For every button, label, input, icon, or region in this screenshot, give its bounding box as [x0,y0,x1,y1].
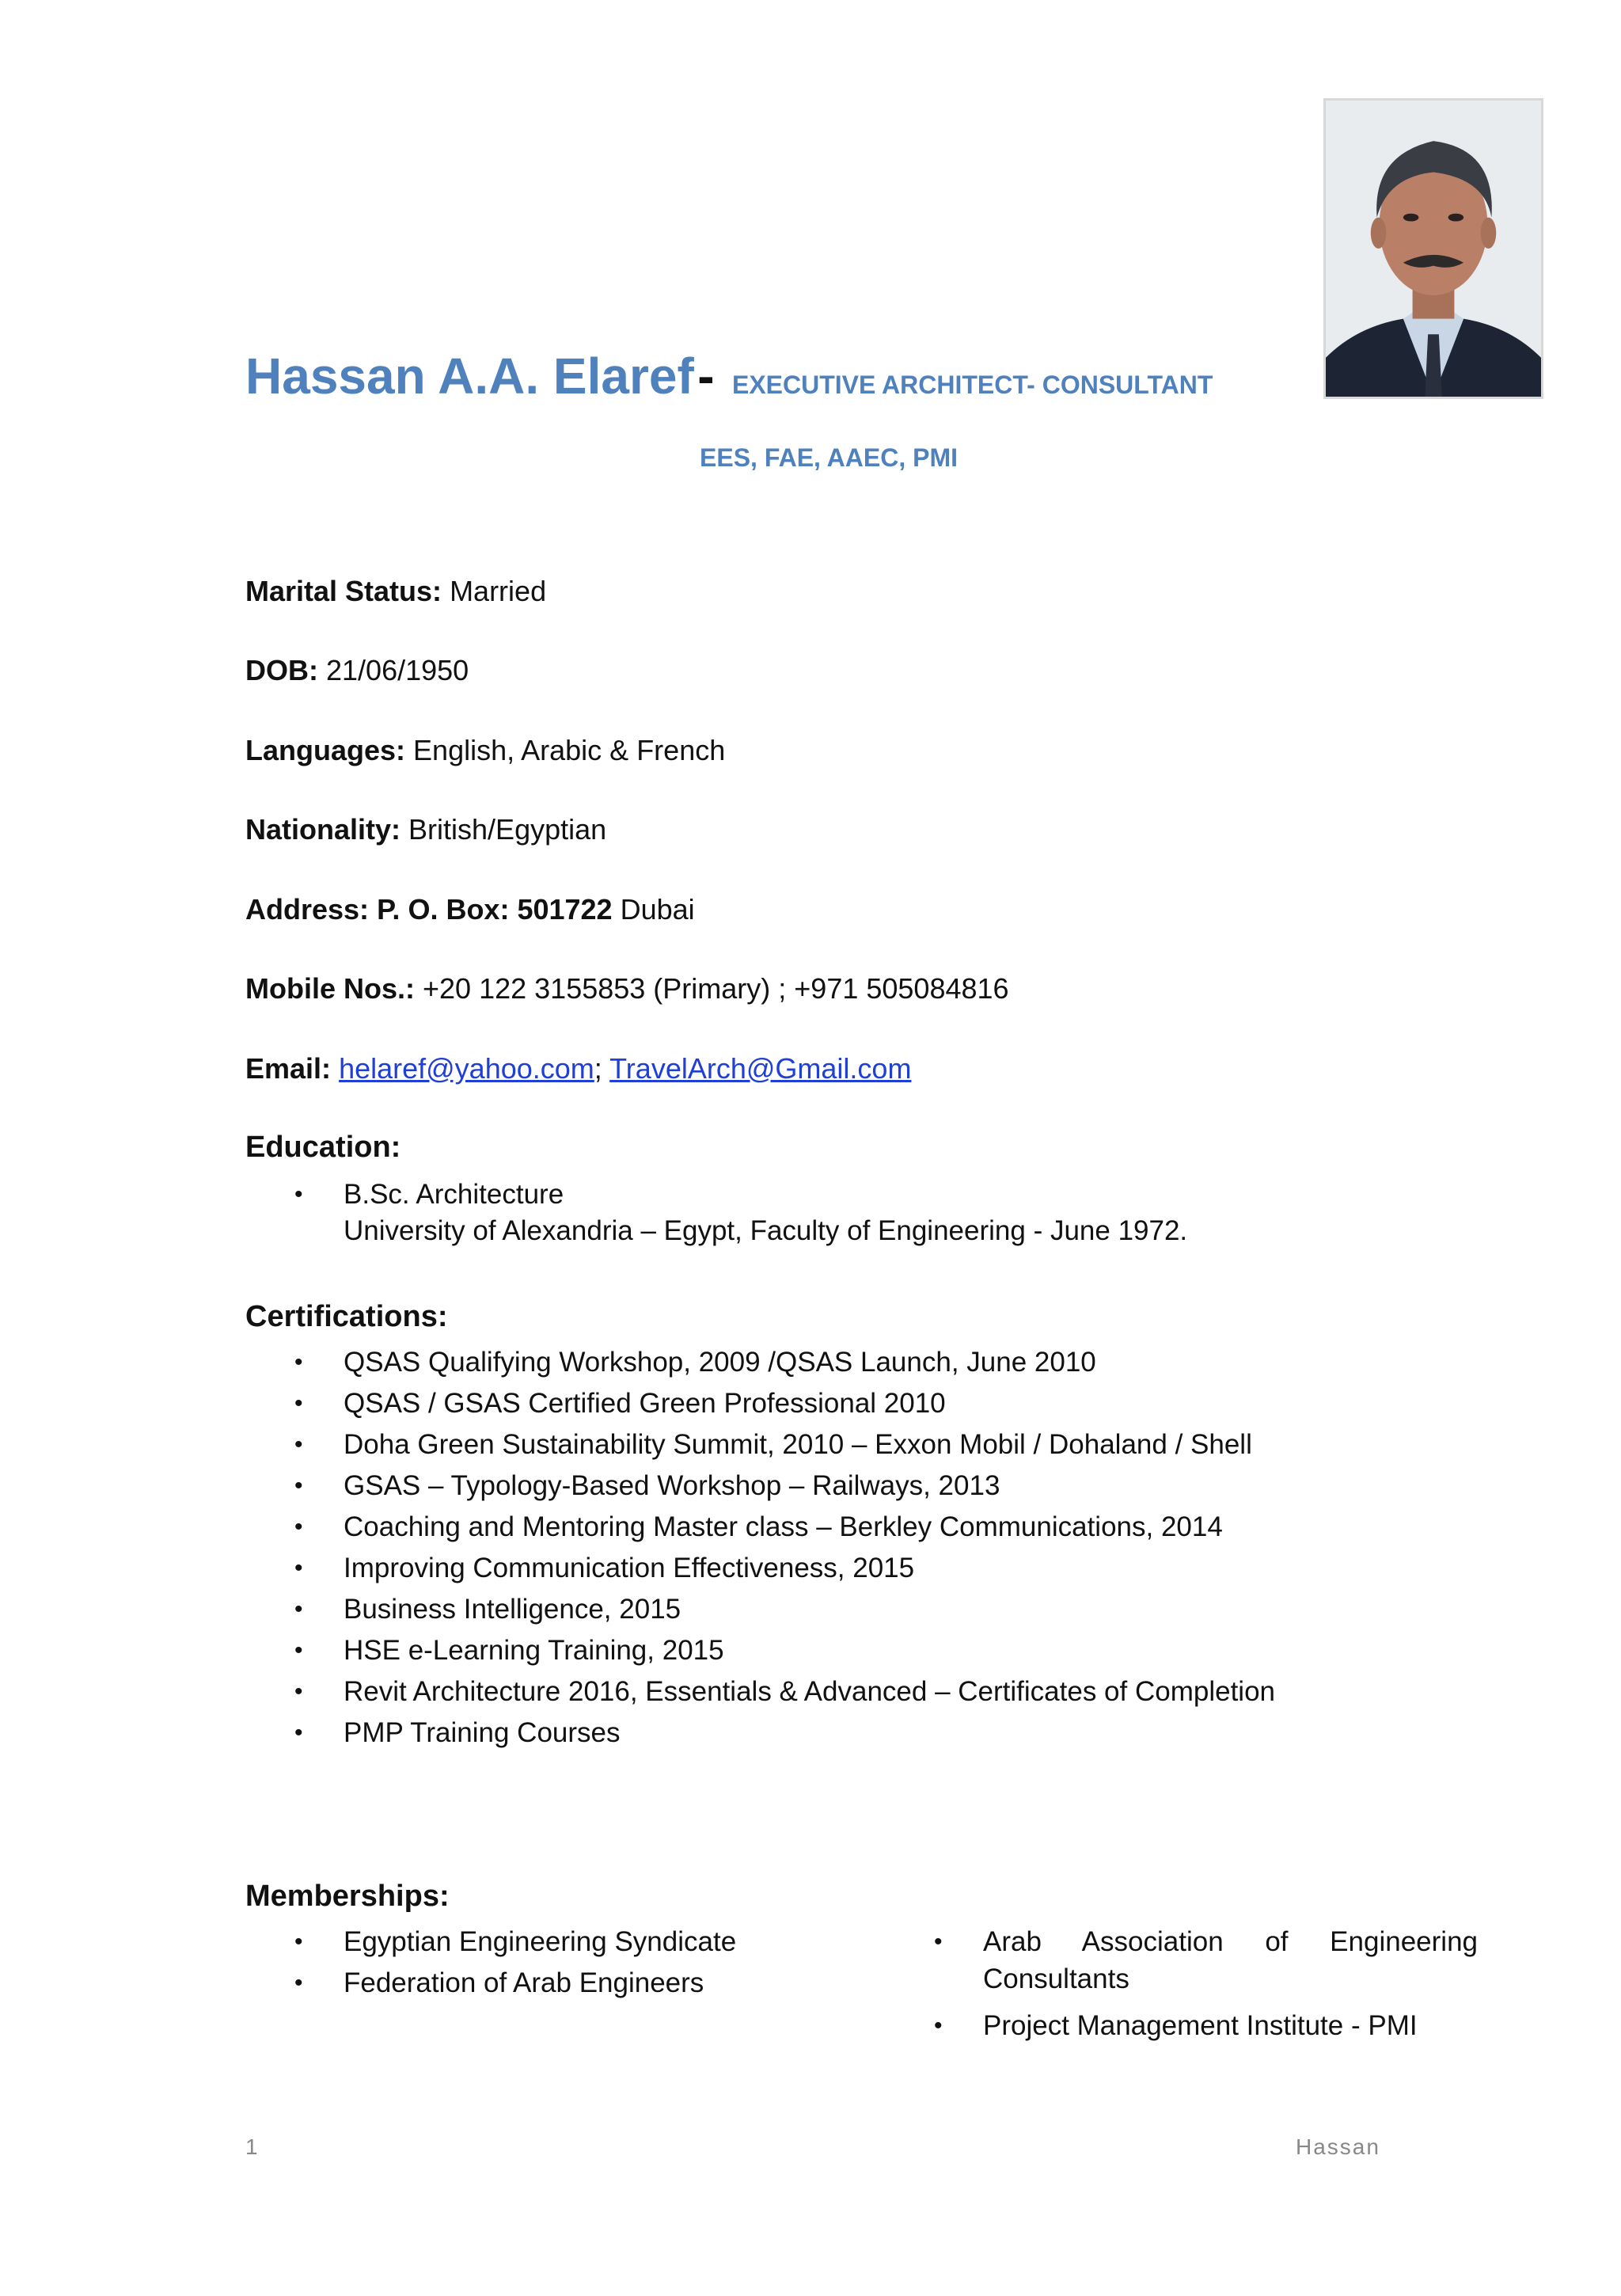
membership-text: Federation of Arab Engineers [344,1967,704,1998]
membership-text: Project Management Institute - PMI [983,2010,1418,2041]
membership-text: Arab Association of Engineering [983,1926,1478,1957]
credentials: EES, FAE, AAEC, PMI [700,443,958,472]
certification-text: Revit Architecture 2016, Essentials & Advanced – Certificates of Completion [344,1676,1275,1707]
dob-label: DOB: [245,654,318,686]
bullet-icon: • [294,1514,303,1540]
languages-value: English, Arabic & French [413,734,726,766]
memberships-heading: Memberships: [245,1880,450,1913]
dob-line [245,654,469,687]
address-city: Dubai [620,893,695,926]
certification-text: PMP Training Courses [344,1717,621,1748]
bullet-icon: • [294,1596,303,1622]
certification-text: QSAS / GSAS Certified Green Professional 2010 [344,1388,946,1419]
dob-value: 21/06/1950 [326,654,469,686]
education-degree: B.Sc. Architecture [344,1179,564,1210]
certification-text: GSAS – Typology-Based Workshop – Railways, 2013 [344,1470,1000,1501]
bullet-icon: • [934,2013,943,2039]
person-name: Hassan A.A. Elaref [245,348,694,405]
marital-status-label: Marital Status: [245,575,442,607]
nationality-line [245,813,606,846]
nationality-label: Nationality: [245,813,401,846]
bullet-icon: • [294,1473,303,1499]
email-line [245,1052,911,1085]
bullet-icon: • [294,1970,303,1996]
bullet-icon: • [294,1181,303,1207]
address-po-box: P. O. Box: 501722 [377,893,613,926]
nationality-value: British/Egyptian [408,813,607,846]
certification-text: Coaching and Mentoring Master class – Berkley Communications, 2014 [344,1511,1223,1542]
bullet-icon: • [294,1431,303,1458]
certification-text: HSE e-Learning Training, 2015 [344,1635,724,1666]
bullet-icon: • [294,1929,303,1955]
membership-text-continued: Consultants [983,1963,1129,1994]
bullet-icon: • [294,1637,303,1663]
certification-text: Business Intelligence, 2015 [344,1594,681,1625]
email-label: Email: [245,1052,332,1085]
bullet-icon: • [934,1929,943,1955]
certifications-heading: Certifications: [245,1300,448,1333]
bullet-icon: • [294,1720,303,1746]
footer-author: Hassan [1296,2134,1380,2159]
address-label: Address: [245,893,370,926]
certification-text: Doha Green Sustainability Summit, 2010 – Exxon Mobil / Dohaland / Shell [344,1429,1252,1460]
marital-status-value: Married [450,575,547,607]
bullet-icon: • [294,1349,303,1375]
languages-line [245,734,725,767]
email-link-gmail[interactable]: TravelArch@Gmail.com [609,1052,912,1085]
name-separator: - [697,348,715,405]
certification-text: Improving Communication Effectiveness, 2015 [344,1553,915,1583]
header-line [245,347,1213,405]
certification-text: QSAS Qualifying Workshop, 2009 /QSAS Launch, June 2010 [344,1347,1096,1378]
address-line [245,893,695,926]
marital-status-line [245,575,546,608]
mobile-line [245,972,1009,1005]
email-separator: ; [594,1052,602,1085]
bullet-icon: • [294,1390,303,1416]
profile-photo [1323,98,1543,399]
page-number: 1 [245,2134,258,2159]
job-title: EXECUTIVE ARCHITECT- CONSULTANT [731,371,1213,399]
mobile-label: Mobile Nos.: [245,972,415,1005]
email-link-yahoo[interactable]: helaref@yahoo.com [339,1052,594,1085]
education-heading: Education: [245,1131,401,1164]
education-detail: University of Alexandria – Egypt, Faculty of Engineering - June 1972. [344,1215,1188,1246]
languages-label: Languages: [245,734,406,766]
bullet-icon: • [294,1555,303,1581]
membership-text: Egyptian Engineering Syndicate [344,1926,737,1957]
bullet-icon: • [294,1678,303,1705]
portrait-image [1326,101,1541,397]
mobile-value: +20 122 3155853 (Primary) ; +971 505084816 [423,972,1009,1005]
